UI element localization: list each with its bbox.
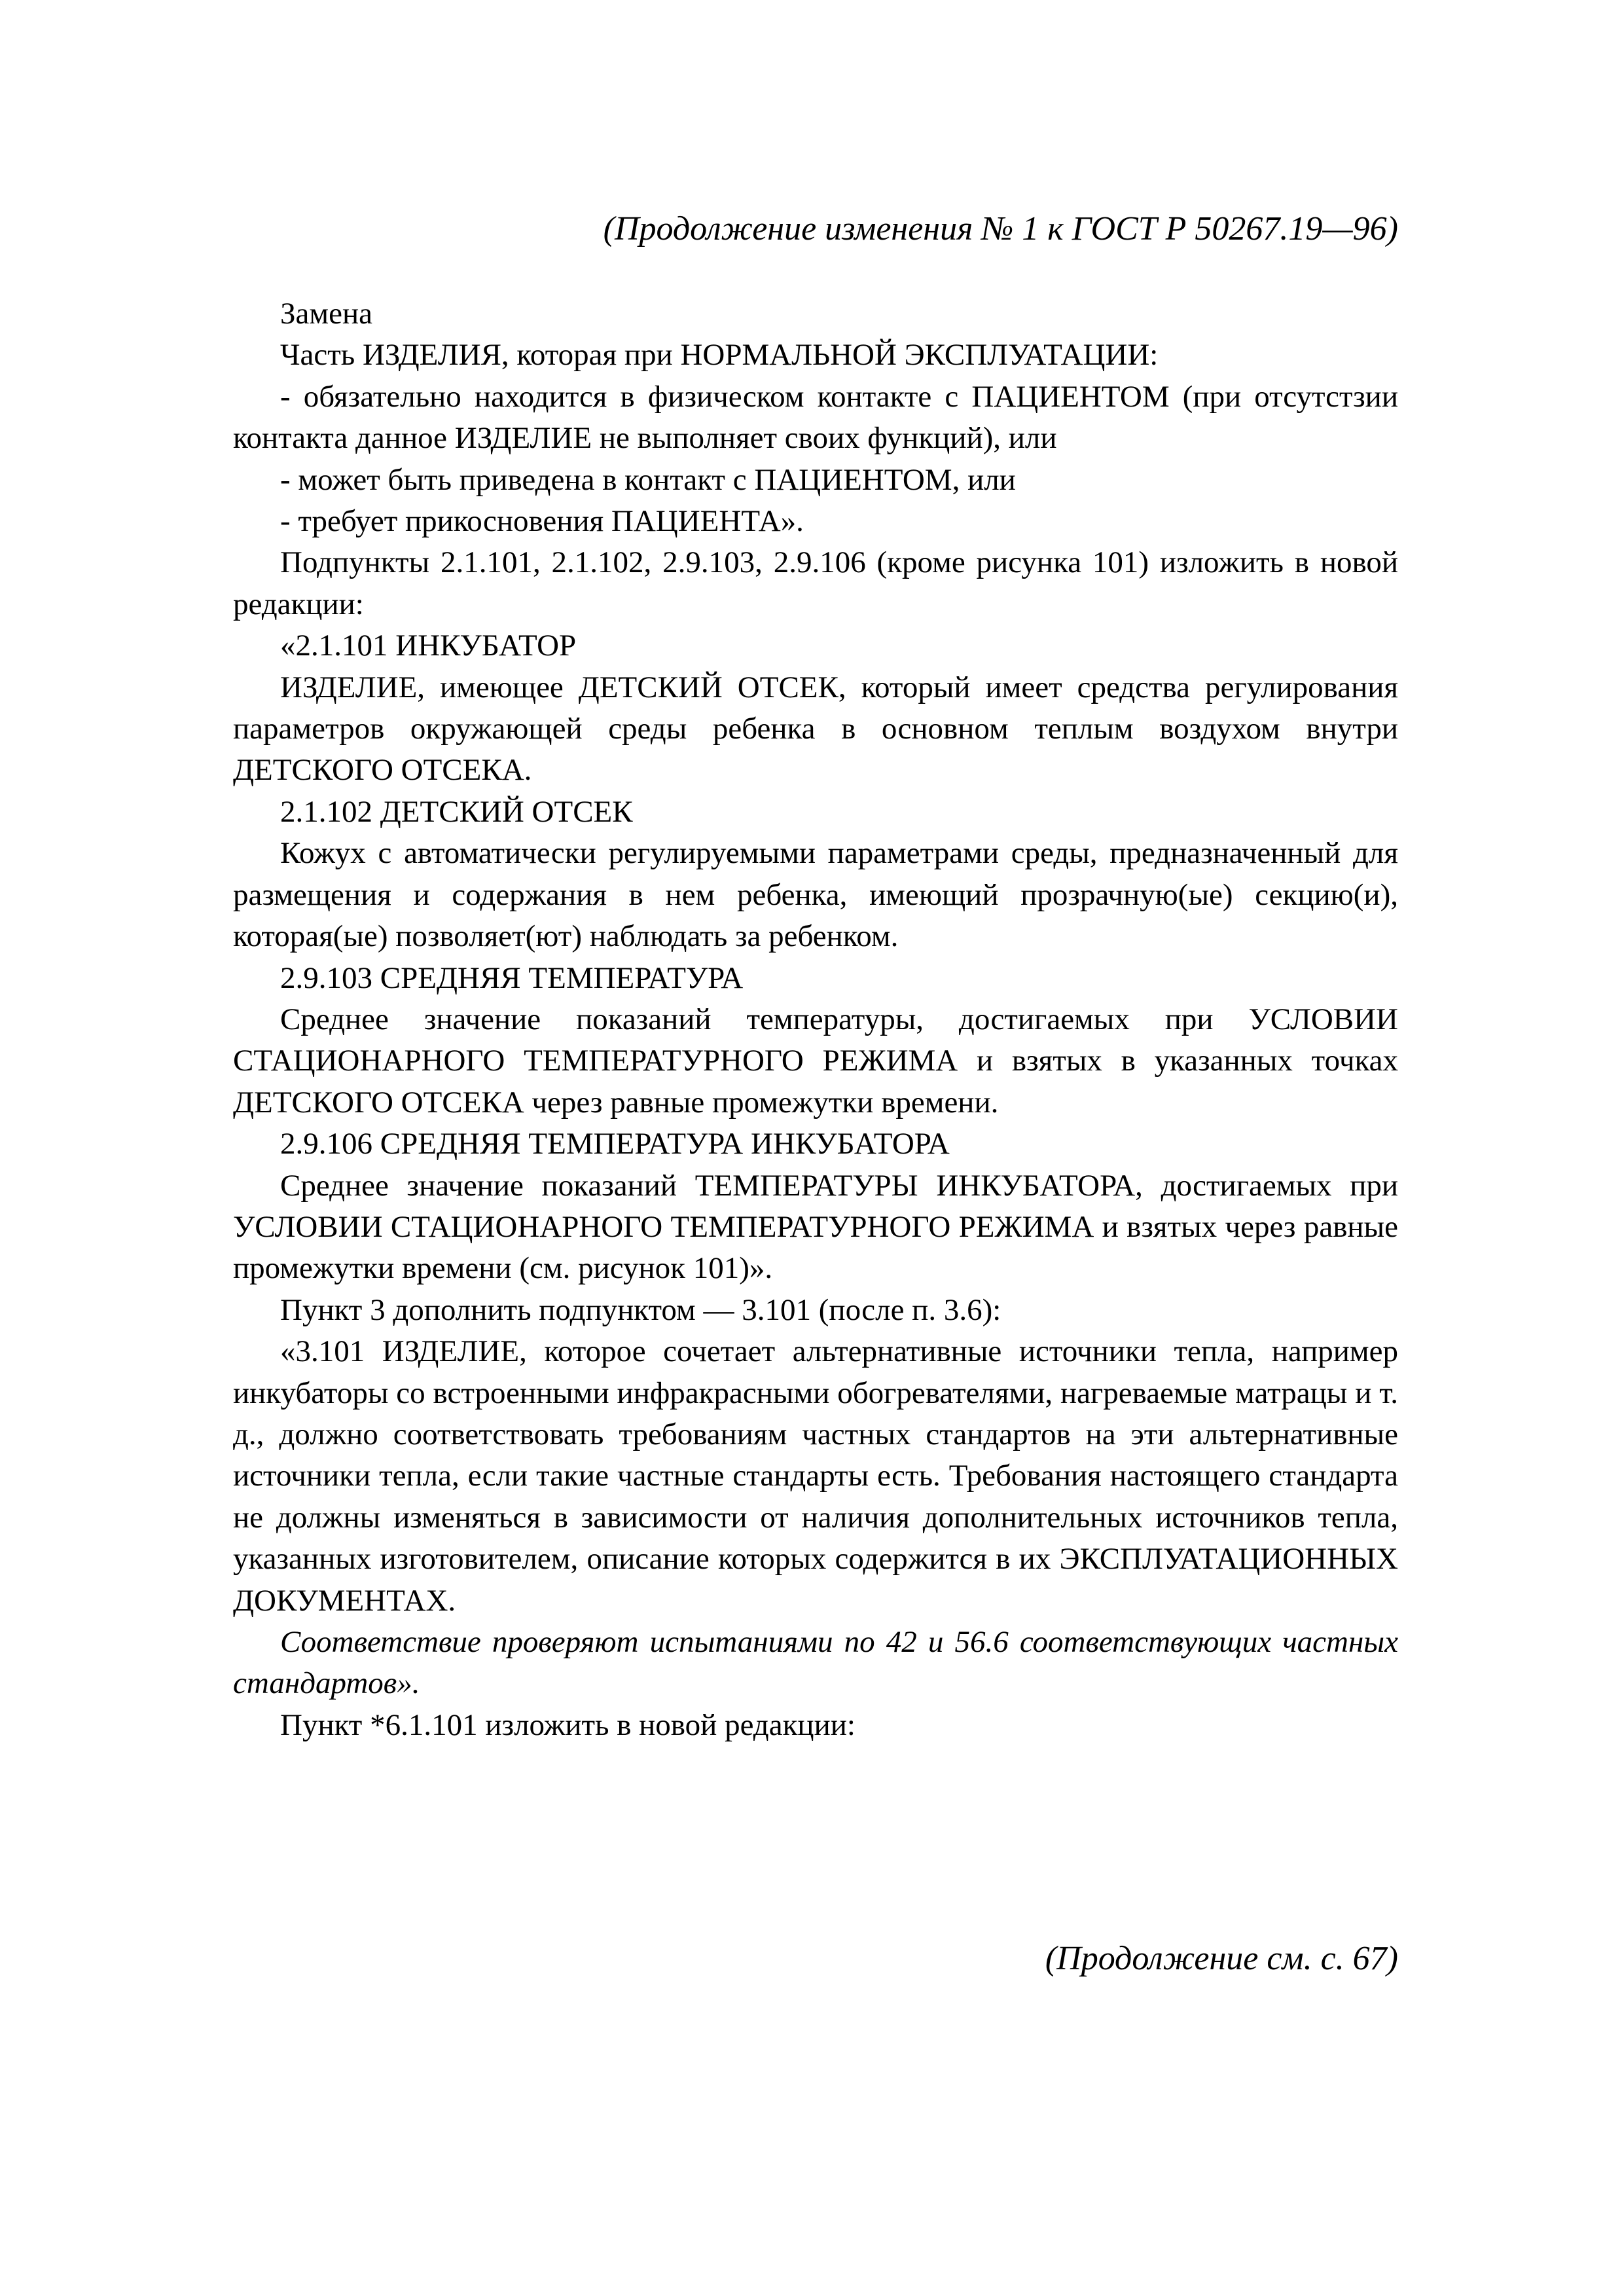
heading-2-1-101: «2.1.101 ИНКУБАТОР [280,629,577,663]
continuation-footer: (Продолжение см. с. 67) [1045,1940,1398,1977]
paragraph-subclauses-intro: Подпункты 2.1.101, 2.1.102, 2.9.103, 2.9.106 (кроме рисунка 101) изложить в новой редакции: [233,545,1398,621]
paragraph-item-contact: - обязательно находится в физическом контакте с ПАЦИЕНТОМ (при отсутстзии контакта данное ИЗДЕЛИЕ не выполняет своих функций), или [233,379,1398,456]
document-body [233,293,1398,1746]
paragraph-3-101: «3.101 ИЗДЕЛИЕ, которое сочетает альтернативные источники тепла, например инкубаторы со встроенными инфракрасными обогревателями, нагреваемые матрацы и т. д., должно соответствовать требованиям частных стандартов на эти альтернативные источники тепла, если такие частные стандарты есть. Требования настоящего стандарта не должны изменяться в зависимости от наличия дополнительных источников тепла, указанных изготовителем, описание которых содержится в их ЭКСПЛУАТАЦИОННЫХ ДОКУМЕНТАХ. [233,1334,1398,1618]
heading-2-9-103: 2.9.103 СРЕДНЯЯ ТЕМПЕРАТУРА [280,960,744,995]
paragraph-incubator-definition: ИЗДЕЛИЕ, имеющее ДЕТСКИЙ ОТСЕК, который имеет средства регулирования параметров окружающей среды ребенка в основном теплым воздухом внутри ДЕТСКОГО ОТСЕКА. [233,670,1398,788]
heading-2-1-102: 2.1.102 ДЕТСКИЙ ОТСЕК [280,794,633,829]
paragraph-item-touch: - требует прикосновения ПАЦИЕНТА». [280,504,804,539]
continuation-header: (Продолжение изменения № 1 к ГОСТ Р 50267.19—96) [603,210,1398,247]
paragraph-compliance: Соответствие проверяют испытаниями по 42 и 56.6 соответствующих частных стандартов». [233,1625,1398,1701]
paragraph-zamena: Замена [280,297,373,331]
paragraph-definition-intro: Часть ИЗДЕЛИЯ, которая при НОРМАЛЬНОЙ ЭКСПЛУАТАЦИИ: [280,338,1159,373]
paragraph-compartment-definition: Кожух с автоматически регулируемыми параметрами среды, предназначенный для размещения и содержания в нем ребенка, имеющий прозрачную(ые) секцию(и), которая(ые) позволяет(ют) наблюдать за ребенком. [233,836,1398,954]
paragraph-item-may-contact: - может быть приведена в контакт с ПАЦИЕНТОМ, или [280,462,1016,497]
paragraph-average-temperature: Среднее значение показаний температуры, достигаемых при УСЛОВИИ СТАЦИОНАРНОГО ТЕМПЕРАТУРНОГО РЕЖИМА и взятых в указанных точках ДЕТСКОГО ОТСЕКА через равные промежутки времени. [233,1002,1398,1120]
paragraph-clause-6-1-101: Пункт *6.1.101 изложить в новой редакции: [280,1707,856,1742]
heading-2-9-106: 2.9.106 СРЕДНЯЯ ТЕМПЕРАТУРА ИНКУБАТОРА [280,1127,950,1161]
paragraph-average-incubator-temperature: Среднее значение показаний ТЕМПЕРАТУРЫ ИНКУБАТОРА, достигаемых при УСЛОВИИ СТАЦИОНАРНОГО ТЕМПЕРАТУРНОГО РЕЖИМА и взятых через равные промежутки времени (см. рисунок 101)». [233,1168,1398,1286]
paragraph-clause-3-addition: Пункт 3 дополнить подпунктом — 3.101 (после п. 3.6): [280,1292,1001,1327]
